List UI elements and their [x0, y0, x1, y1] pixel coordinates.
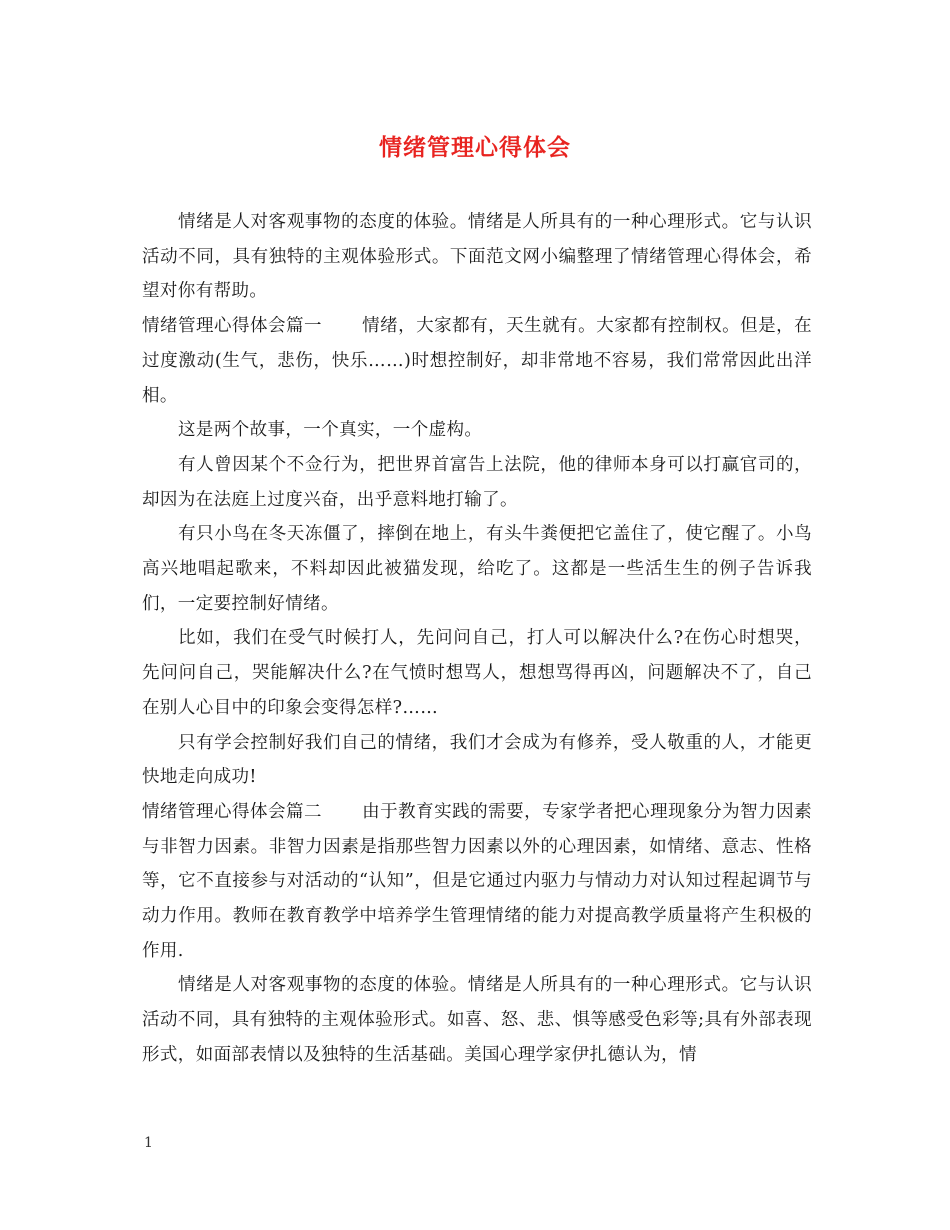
paragraph-text: 情绪是人对客观事物的态度的体验。情绪是人所具有的一种心理形式。它与认识活动不同，具有独特的主观体验形式。如喜、怒、悲、惧等感受色彩等;具有外部表现形式，如面部表情以及独特的生活基础。美国心理学家伊扎德认为，情	[142, 975, 812, 1065]
page-number: 1	[144, 1135, 153, 1151]
paragraph	[142, 517, 812, 621]
paragraph-text: 有人曾因某个不佥行为，把世界首富告上法院，他的律师本身可以打赢官司的，却因为在法庭上过度兴奋，出乎意料地打输了。	[142, 454, 812, 510]
paragraph-section-one	[142, 309, 812, 413]
paragraph-intro	[142, 205, 812, 309]
paragraph-text: 比如，我们在受气时候打人，先问问自己，打人可以解决什么?在伤心时想哭，先问问自己，哭能解决什么?在气愤时想骂人，想想骂得再凶，问题解决不了，自己在别人心目中的印象会变得怎样?……	[142, 628, 812, 718]
section-heading: 情绪管理心得体会篇一	[142, 316, 322, 337]
paragraph-text: 有只小鸟在冬天冻僵了，摔倒在地上，有头牛粪便把它盖住了，使它醒了。小鸟高兴地唱起歌来，不料却因此被猫发现，给吃了。这都是一些活生生的例子告诉我们，一定要控制好情绪。	[142, 524, 812, 614]
paragraph	[142, 968, 812, 1072]
paragraph-text: 这是两个故事，一个真实，一个虚构。	[178, 420, 483, 441]
document-title: 情绪管理心得体会	[379, 135, 571, 161]
paragraph	[142, 448, 812, 517]
paragraph-text: 情绪，大家都有，天生就有。大家都有控制权。但是，在过度激动(生气，悲伤，快乐……)时想控制好，却非常地不容易，我们常常因此出洋相。	[142, 316, 812, 406]
paragraph-text: 情绪是人对客观事物的态度的体验。情绪是人所具有的一种心理形式。它与认识活动不同，具有独特的主观体验形式。下面范文网小编整理了情绪管理心得体会，希望对你有帮助。	[142, 212, 812, 302]
paragraph	[142, 621, 812, 725]
paragraph	[142, 413, 812, 448]
paragraph	[142, 726, 812, 795]
paragraph-text: 只有学会控制好我们自己的情绪，我们才会成为有修养，受人敬重的人，才能更快地走向成功!	[142, 732, 812, 788]
paragraph-text: 由于教育实践的需要，专家学者把心理现象分为智力因素与非智力因素。非智力因素是指那些智力因素以外的心理因素，如情绪、意志、性格等，它不直接参与对活动的“认知”，但是它通过内驱力与情动力对认知过程起调节与动力作用。教师在教育教学中培养学生管理情绪的能力对提高教学质量将产生积极的作用.	[142, 801, 812, 961]
section-heading: 情绪管理心得体会篇二	[142, 801, 322, 822]
paragraph-section-two	[142, 795, 812, 969]
document-body	[142, 205, 812, 1073]
